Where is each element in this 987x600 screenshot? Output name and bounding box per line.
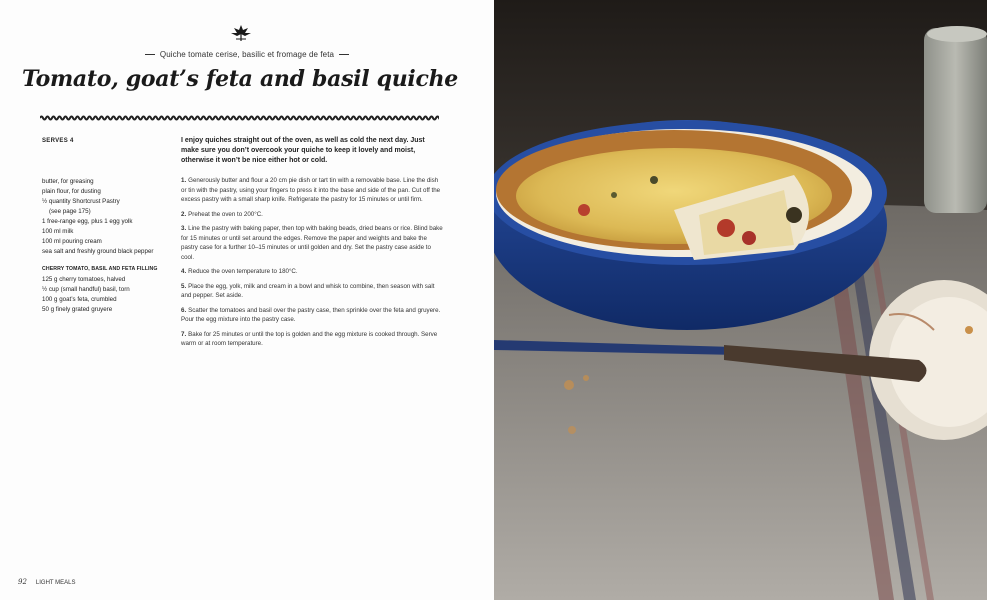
step-text: Reduce the oven temperature to 180°C. xyxy=(188,268,298,275)
section-name: LIGHT MEALS xyxy=(35,580,76,586)
ingredient-item: butter, for greasing xyxy=(42,178,94,185)
method-step xyxy=(181,267,443,277)
main-ingredients xyxy=(42,177,177,257)
quiche-photo xyxy=(494,0,987,600)
method-step xyxy=(181,306,443,325)
jar-rim xyxy=(927,26,987,42)
crumb-2 xyxy=(583,375,589,381)
crumb-1 xyxy=(564,380,574,390)
ceramic-jar xyxy=(924,28,987,213)
serves-label: SERVES 4 xyxy=(42,138,74,144)
step-number: 6. xyxy=(181,306,187,314)
step-number: 2. xyxy=(181,210,187,218)
ingredient-item: (see page 175) xyxy=(49,208,91,215)
fleur-ornament-icon xyxy=(229,24,253,42)
basil-1 xyxy=(786,207,802,223)
tomato-1 xyxy=(717,219,735,237)
basil-2 xyxy=(650,176,658,184)
crumb-4 xyxy=(965,326,973,334)
step-number: 7. xyxy=(181,330,187,338)
wavy-divider xyxy=(40,114,439,122)
ingredient-item: 1 free-range egg, plus 1 egg yolk xyxy=(42,218,133,225)
step-text: Line the pastry with baking paper, then top with baking beads, dried beans or rice. Blind bake for 15 minutes or until set around the edges. Remove the paper and weights and bake the pastry case for a further 10–15 minutes or until golden and dry. Set the pastry case aside to cool. xyxy=(181,225,443,261)
method-step xyxy=(181,176,443,205)
recipe-subtitle xyxy=(0,50,494,59)
basil-3 xyxy=(611,192,617,198)
subtitle-dash-left xyxy=(145,54,155,55)
step-text: Scatter the tomatoes and basil over the pastry case, then sprinkle over the feta and gruyere. Pour the egg mixture into the pastry case. xyxy=(181,306,441,323)
step-number: 5. xyxy=(181,282,187,290)
filling-ingredient-item: 125 g cherry tomatoes, halved xyxy=(42,276,126,283)
filling-ingredient-item: 50 g finely grated gruyere xyxy=(42,306,113,313)
page-number: 92 xyxy=(18,578,27,586)
ingredient-item: 100 ml pouring cream xyxy=(42,238,102,245)
step-number: 4. xyxy=(181,268,187,275)
page-footer xyxy=(18,578,76,586)
step-text: Bake for 25 minutes or until the top is golden and the egg mixture is cooked through. Serve warm or at room temperature. xyxy=(181,330,438,347)
step-number: 1. xyxy=(181,177,187,184)
ingredient-item: sea salt and freshly ground black pepper xyxy=(42,248,154,255)
filling-ingredient-item: 100 g goat’s feta, crumbled xyxy=(42,296,117,303)
recipe-subtitle-text: Quiche tomate cerise, basilic et fromage de feta xyxy=(159,50,335,59)
recipe-title: Tomato, goat’s feta and basil quiche xyxy=(22,66,458,92)
method-step xyxy=(181,224,443,262)
step-number: 3. xyxy=(181,225,187,232)
filling-heading: CHERRY TOMATO, BASIL AND FETA FILLING xyxy=(42,266,158,272)
ingredient-item: plain flour, for dusting xyxy=(42,188,101,195)
method-steps xyxy=(181,176,443,354)
ingredient-item: 100 ml milk xyxy=(42,228,74,235)
method-step xyxy=(181,330,443,349)
recipe-intro: I enjoy quiches straight out of the oven, as well as cold the next day. Just make sure you don’t overcook your quiche to keep it lovely and moist, otherwise it won’t be nice either hot or cold. xyxy=(181,137,425,164)
ingredient-list xyxy=(42,177,177,315)
subtitle-dash-right xyxy=(339,54,349,55)
step-text: Preheat the oven to 200°C. xyxy=(188,210,263,218)
step-text: Place the egg, yolk, milk and cream in a bowl and whisk to combine, then season with salt and pepper. Set aside. xyxy=(181,282,435,299)
filling-ingredient-item: ½ cup (small handful) basil, torn xyxy=(42,286,130,293)
step-text: Generously butter and flour a 20 cm pie dish or tart tin with a removable base. Line the dish or tin with the pastry, using your fingers to press it into the base and side of the pan. Cut off the excess pastry with a small sharp knife. Refrigerate the pastry for 15 minutes or until firm. xyxy=(181,177,441,203)
ingredient-item: ½ quantity Shortcrust Pastry xyxy=(42,198,120,205)
tomato-2 xyxy=(742,231,756,245)
method-step xyxy=(181,210,443,220)
filling-ingredients xyxy=(42,275,177,315)
tomato-3 xyxy=(578,204,590,216)
method-step xyxy=(181,282,443,301)
crumb-3 xyxy=(568,426,576,434)
